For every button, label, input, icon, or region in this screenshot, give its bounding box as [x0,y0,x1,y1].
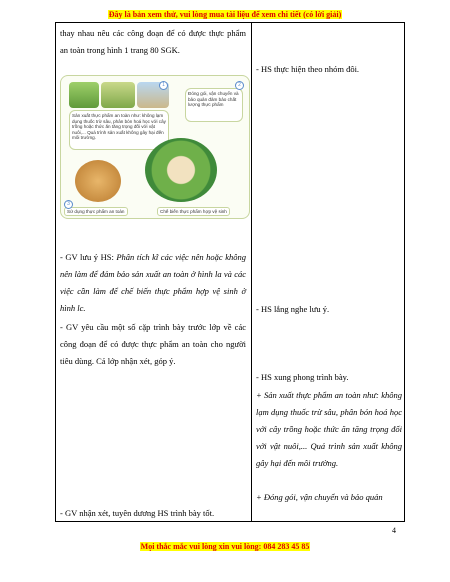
caption-process: Chế biến thực phẩm hợp vệ sinh [157,207,230,216]
caption-use: Sử dụng thực phẩm an toàn [64,207,128,216]
task-text: - GV yêu cầu một số cặp trình bày trước lớp về các công đoạn để có được thực phẩm an toàn cho người tiêu dùng. Cả lớp nhận xét, góp ý. [60,322,246,366]
farm-photo-2 [101,82,135,108]
food-circle-photo [145,138,217,202]
figure-number-c: 3 [64,200,73,209]
listen-text: - HS lắng nghe lưu ý. [256,304,330,314]
contact-footer: Mọi thắc mắc vui lòng xin vui lòng: 084 283 45 85 [140,542,310,551]
farm-photo-1 [69,82,99,108]
intro-text: thay nhau nêu các công đoạn để có được thực phẩm an toàn trong hình 1 trang 80 SGK. [60,28,246,55]
column-divider [251,23,252,521]
figure-number-a: 1 [159,81,168,90]
answer-production: + Sản xuất thực phẩm an toàn như: không lạm dụng thuốc trừ sâu, phân bón hoá học với cây trồng hoặc thức ăn tăng trọng đối với vật nuôi,... Quá trình sản xuất không gây hại đến môi trường. [256,390,402,468]
answer-packaging: + Đóng gói, vận chuyển và bảo quản [256,492,383,502]
safe-food-figure [60,75,250,219]
box-packaging: Đóng gói, vận chuyển và bảo quản đảm bảo chất lượng thực phẩm [185,88,243,122]
pairs-text: - HS thực hiện theo nhóm đôi. [256,64,360,74]
figure-number-b: 2 [235,81,244,90]
lesson-table [55,22,405,522]
present-text: - HS xung phong trình bày. [256,372,349,382]
note-italic: Phân tích kĩ các việc nên hoặc không nên làm để đảm bảo sản xuất an toàn ở hình la và các việc cần làm để chế biến thực phẩm hợp vệ sinh ở hình lc. [60,252,246,313]
page-number: 4 [392,526,396,535]
box-production: Sản xuất thực phẩm an toàn như: không lạm dụng thuốc trừ sâu, phân bón hoá học với cây trồng hoặc thức ăn tăng trọng đối với vật nuôi,... Quá trình sản xuất không gây hại đến môi trường. [69,110,169,150]
note-prefix: - GV lưu ý HS: [60,252,117,262]
note-text [60,249,246,317]
cooked-chicken-photo [75,160,121,202]
praise-text: - GV nhận xét, tuyên dương HS trình bày tốt. [60,508,215,518]
preview-banner: Đây là bản xem thử, vui lòng mua tài liệu để xem chi tiết (có lời giải) [108,10,342,19]
